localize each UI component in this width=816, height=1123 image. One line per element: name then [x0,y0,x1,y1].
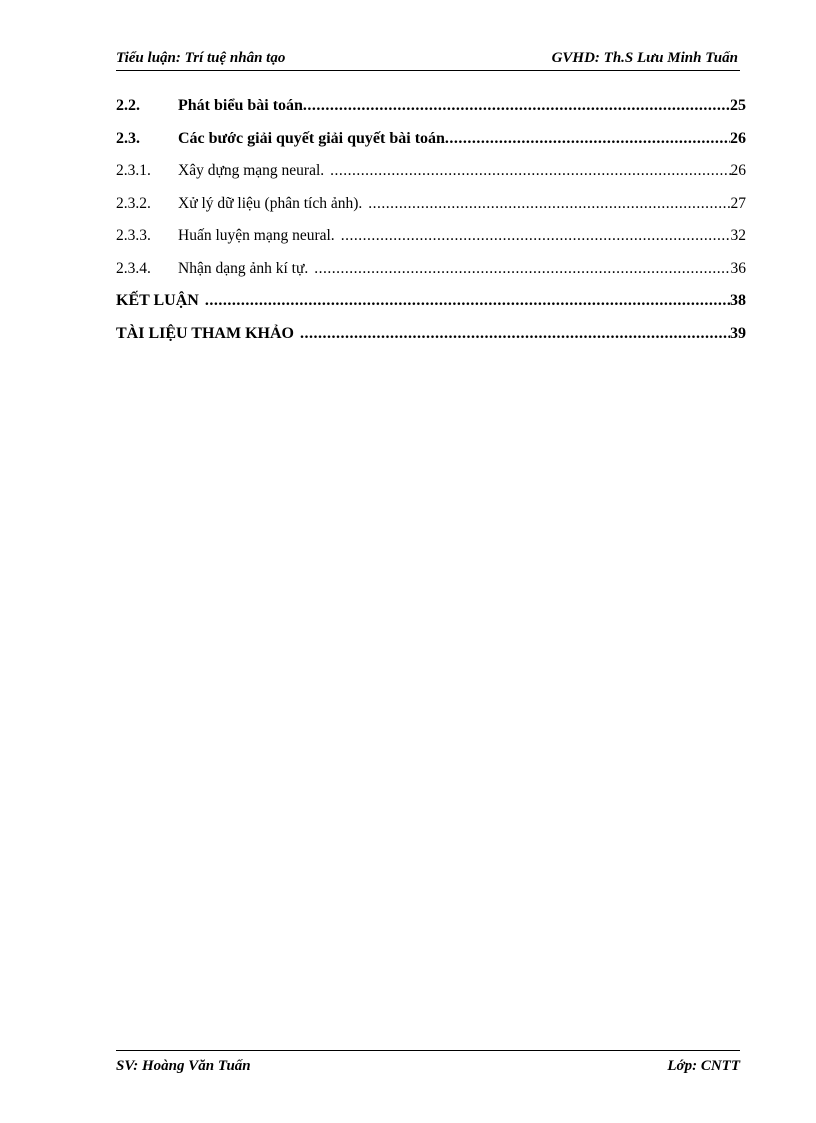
toc-entry-title: Xử lý dữ liệu (phân tích ảnh). [178,194,363,212]
toc-entry-tai-lieu-tham-khao[interactable] [116,322,746,355]
toc-entry-2-3-3[interactable] [116,224,746,257]
toc-entry-number: 2.3.3. [116,227,151,244]
toc-entry-page: 39 [730,324,746,342]
toc-leader-dots [205,289,730,313]
toc-leader-dots [314,257,730,281]
page-header [116,48,740,71]
toc-entry-page: 27 [730,194,746,212]
toc-leader-dots [368,192,730,216]
toc-entry-ket-luan[interactable] [116,289,746,322]
toc-entry-title: Các bước giải quyết giải quyết bài toán [178,129,445,147]
header-document-title: Tiểu luận: Trí tuệ nhân tạo [116,50,286,66]
toc-entry-number: 2.3.4. [116,259,151,277]
toc-entry-2-3-2[interactable] [116,192,746,225]
toc-leader-dots [330,159,730,183]
toc-leader-dots [300,322,730,346]
toc-entry-page: 25 [730,97,746,114]
toc-entry-title: Huấn luyện mạng neural. [178,227,335,244]
toc-leader-dots [341,224,731,248]
toc-entry-2-3-1[interactable] [116,159,746,192]
footer-class: Lớp: CNTT [667,1058,740,1074]
toc-leader-dots [303,94,730,118]
page-footer [116,1050,740,1075]
toc-entry-page: 26 [730,129,746,147]
toc-entry-title: TÀI LIỆU THAM KHẢO [116,324,294,342]
toc-entry-number: 2.2. [116,97,140,114]
toc-entry-page: 32 [730,227,746,244]
toc-entry-title: Xây dựng mạng neural. [178,162,325,179]
header-supervisor: GVHD: Th.S Lưu Minh Tuấn [551,50,738,66]
toc-entry-title: Nhận dạng ảnh kí tự. [178,259,309,277]
toc-leader-dots [445,127,730,151]
toc-entry-2-3-4[interactable] [116,257,746,290]
toc-entry-title: Phát biểu bài toán [178,97,303,114]
toc-entry-page: 38 [730,292,746,309]
toc-entry-page: 26 [730,162,746,179]
toc-entry-title: KẾT LUẬN [116,292,199,309]
table-of-contents [116,94,746,354]
toc-entry-number: 2.3.1. [116,162,151,179]
toc-entry-2-2[interactable] [116,94,746,127]
toc-entry-number: 2.3.2. [116,194,151,212]
toc-entry-2-3[interactable] [116,127,746,160]
toc-entry-number: 2.3. [116,129,140,147]
toc-entry-page: 36 [730,259,746,277]
footer-student: SV: Hoàng Văn Tuấn [116,1058,251,1074]
